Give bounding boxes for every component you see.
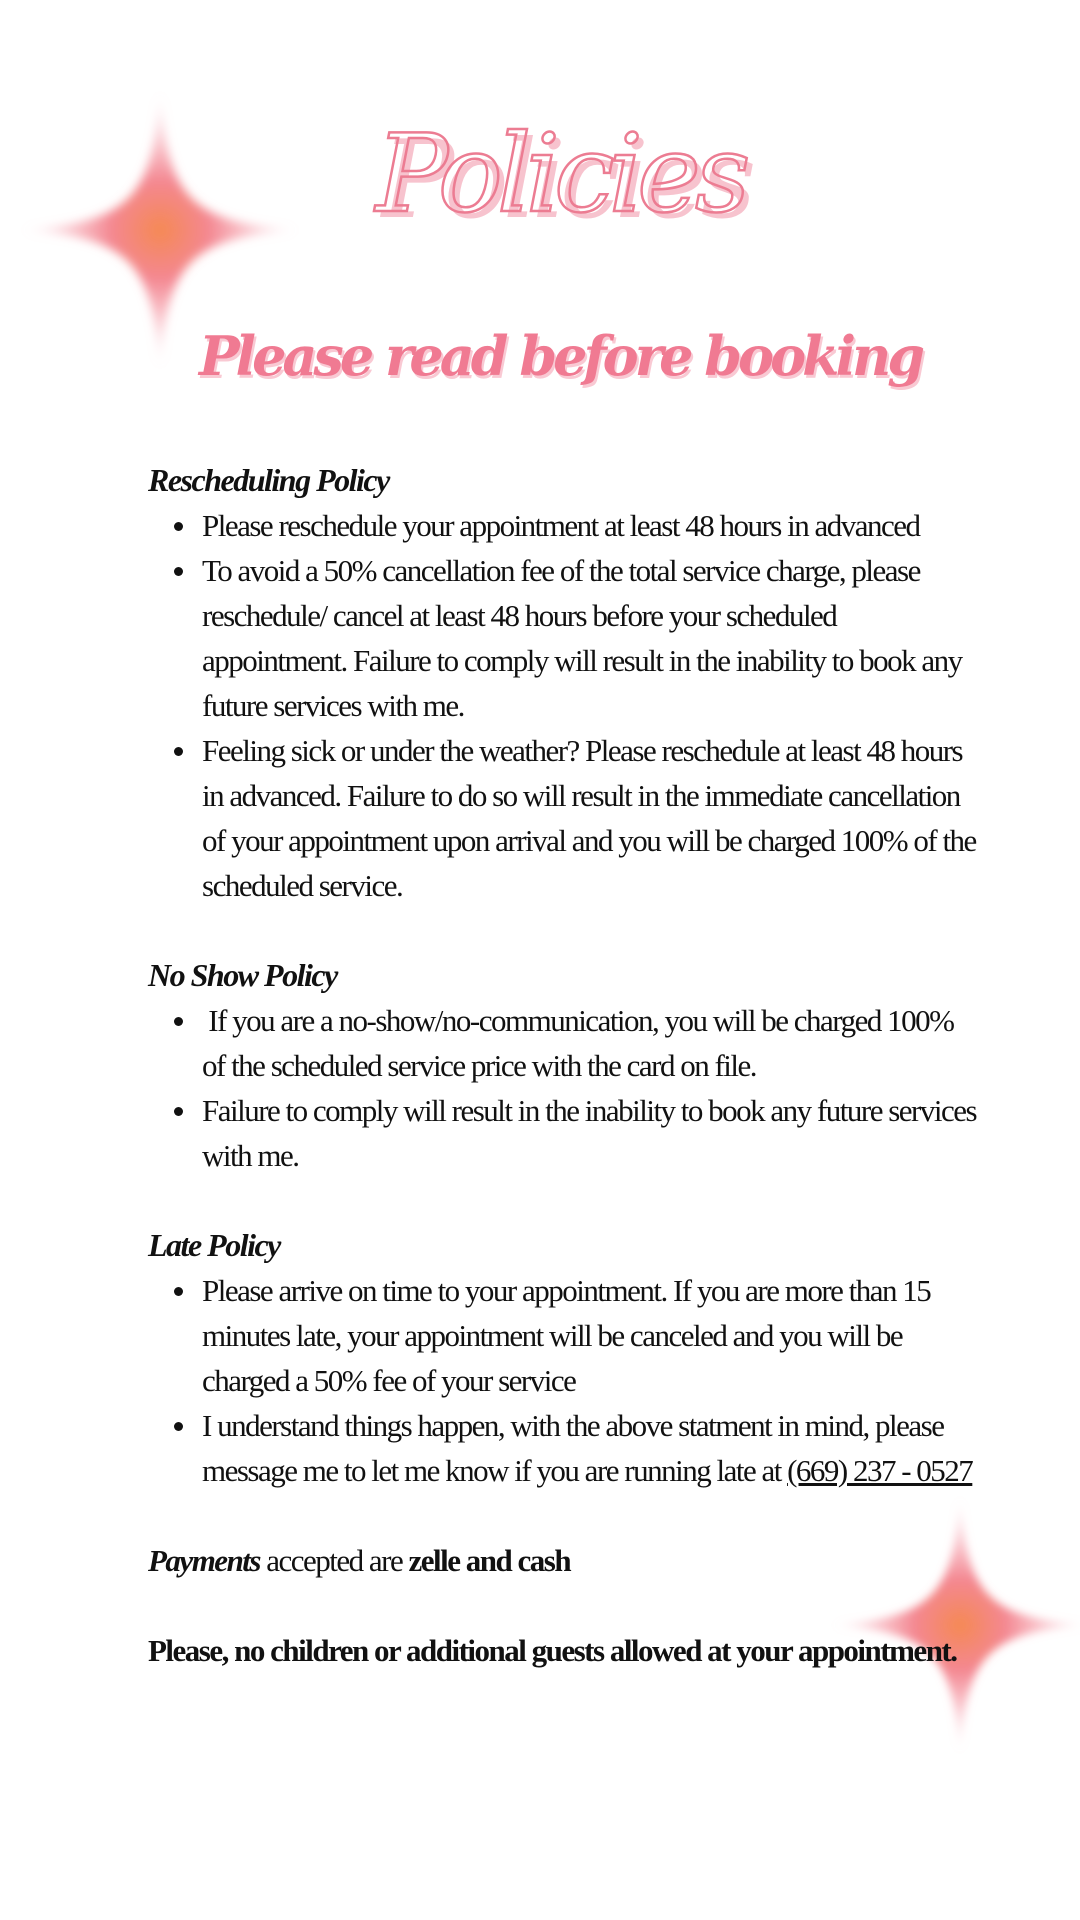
list-item: Please arrive on time to your appointment. If you are more than 15 minutes late, your appointment will be canceled and you will be charged a 50% fee of your service — [202, 1268, 978, 1403]
list-item: If you are a no-show/no-communication, you will be charged 100% of the scheduled service price with the card on file. — [202, 998, 978, 1088]
section-title: Rescheduling Policy — [148, 462, 389, 498]
rescheduling-section — [148, 458, 978, 908]
list-item — [202, 1403, 978, 1493]
section-title: No Show Policy — [148, 957, 337, 993]
payments-middle: accepted are — [260, 1543, 409, 1578]
payment-methods: zelle and cash — [408, 1543, 571, 1578]
guests-notice: Please, no children or additional guests allowed at your appointment. — [148, 1633, 957, 1668]
page-title: Policies — [375, 112, 745, 237]
list-item: Please reschedule your appointment at least 48 hours in advanced — [202, 503, 978, 548]
page-subtitle: Please read before booking — [198, 324, 922, 388]
list-item: To avoid a 50% cancellation fee of the total service charge, please reschedule/ cancel at least 48 hours before your scheduled appointment. Failure to comply will result in the inability to book any future services with me. — [202, 548, 978, 728]
bullet-list — [148, 1268, 978, 1493]
list-item-text: I understand things happen, with the above statment in mind, please message me to let me know if you are running late at — [202, 1408, 944, 1488]
no-show-section — [148, 953, 978, 1178]
section-title: Late Policy — [148, 1227, 280, 1263]
list-item: Feeling sick or under the weather? Please reschedule at least 48 hours in advanced. Failure to do so will result in the immediate cancellation of your appointment upon arrival and you will be charged 100% of the scheduled service. — [202, 728, 978, 908]
late-section — [148, 1223, 978, 1493]
policy-content — [148, 458, 978, 1673]
bullet-list — [148, 503, 978, 908]
bullet-list — [148, 998, 978, 1178]
payments-note — [148, 1538, 978, 1583]
phone-link[interactable]: (669) 237 - 0527 — [787, 1453, 973, 1488]
list-item: Failure to comply will result in the inability to book any future services with me. — [202, 1088, 978, 1178]
payments-label: Payments — [148, 1543, 260, 1578]
